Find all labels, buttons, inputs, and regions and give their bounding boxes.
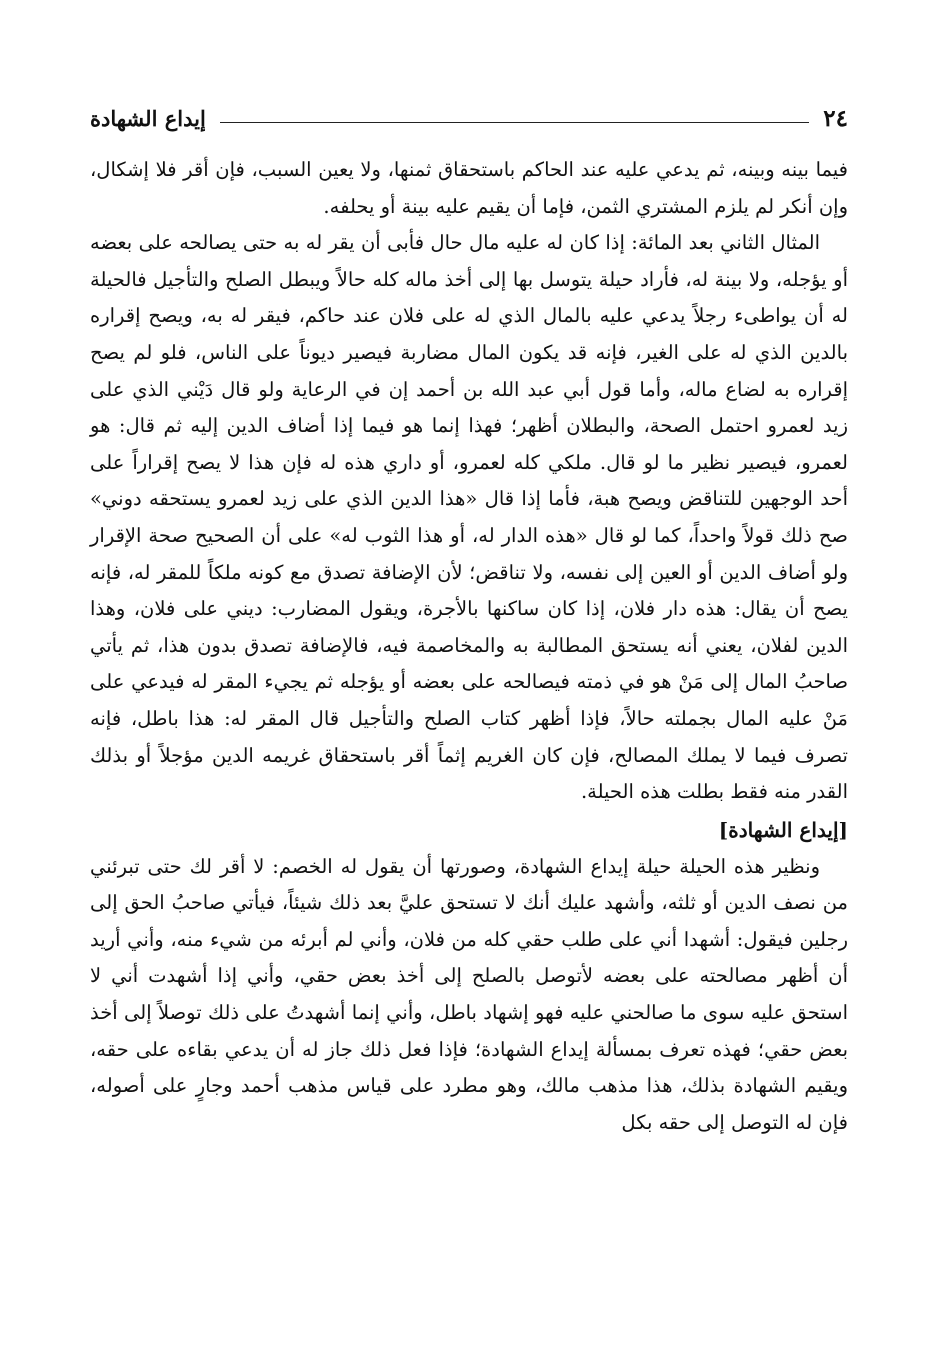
header-rule xyxy=(220,122,810,123)
paragraph-1: فيما بينه وبينه، ثم يدعي عليه عند الحاكم باستحقاق ثمنها، ولا يعين السبب، فإن أقر فلا إشكال، وإن أنكر لم يلزم المشتري الثمن، فإما أن يقيم عليه بينة أو يحلفه. xyxy=(90,158,848,218)
section-heading: [إيداع الشهادة] xyxy=(718,817,848,842)
paragraph-3: ونظير هذه الحيلة حيلة إيداع الشهادة، وصورتها أن يقول له الخصم: لا أقر لك حتى تبرئني من نصف الدين أو ثلثه، وأشهد عليك أنك لا تستحق عليَّ بعد ذلك شيئاً، فيأتي صاحبُ الحق إلى رجلين فيقول: أشهدا أني على طلب حقي كله من فلان، وأني لم أبرئه من شيء منه، وأني أريد أن أظهر مصالحته على بعضه لأتوصل بالصلح إلى أخذ بعض حقي، وأني إذا أشهدت أني لا استحق عليه سوى ما صالحني عليه فهو إشهاد باطل، وأني إنما أشهدتُ على ذلك توصلاً إلى أخذ بعض حقي؛ فهذه تعرف بمسألة إيداع الشهادة؛ فإذا فعل ذلك جاز له أن يدعي بقاءه على حقه، ويقيم الشهادة بذلك، هذا مذهب مالك، وهو مطرد على قياس مذهب أحمد وجارٍ على أصوله، فإن له التوصل إلى حقه بكل xyxy=(90,854,848,1134)
book-page xyxy=(90,98,848,1338)
running-head xyxy=(90,98,848,138)
running-title: إيداع الشهادة xyxy=(90,105,206,131)
page-number: ٢٤ xyxy=(823,104,848,132)
body-text xyxy=(90,152,848,1141)
paragraph-2: المثال الثاني بعد المائة: إذا كان له عليه مال حال فأبى أن يقر له به حتى يصالحه على بعضه أو يؤجله، ولا بينة له، فأراد حيلة يتوسل بها إلى أخذ ماله كله حالاً ويبطل الصلح والتأجيل فالحيلة له أن يواطىء رجلاً يدعي عليه بالمال الذي له على فلان عند حاكم، فيقر له به، ويصح إقراره بالدين الذي له على الغير، فإنه قد يكون المال مضاربة فيصير ديوناً على الناس، فلو لم يصح إقراره به لضاع ماله، وأما قول أبي عبد الله بن أحمد إن في الرعاية ولو قال دَيْني الذي على زيد لعمرو احتمل الصحة، والبطلان أظهر؛ فهذا إنما هو فيما إذا أضاف الدين إليه ثم قال: هو لعمرو، فيصير نظير ما لو قال. ملكي كله لعمرو، أو داري هذه له فإن هذا لا يصح إقراراً على أحد الوجهين للتناقض ويصح هبة، فأما إذا قال «هذا الدين الذي على زيد لعمرو يستحقه دوني» صح ذلك قولاً واحداً، كما لو قال «هذه الدار له، أو هذا الثوب له» على أن الصحيح صحة الإقرار ولو أضاف الدين أو العين إلى نفسه، ولا تناقض؛ لأن الإضافة تصدق مع كونه ملكاً للمقر له، فإنه يصح أن يقال: هذه دار فلان، إذا كان ساكنها بالأجرة، ويقول المضارب: ديني على فلان، وهذا الدين لفلان، يعني أنه يستحق المطالبة به والمخاصمة فيه، فالإضافة تصدق بدون هذا، ثم يأتي صاحبُ المال إلى مَنْ هو في ذمته فيصالحه على بعضه أو يؤجله ثم يجيء المقر له فيدعي على مَنْ عليه المال بجملته حالاً، فإذا أظهر كتاب الصلح والتأجيل قال المقر له: هذا باطل، فإنه تصرف فيما لا يملك المصالح، فإن كان الغريم إثماً أقر باستحقاق غريمه الدين مؤجلاً أو بذلك القدر منه فقط بطلت هذه الحيلة. xyxy=(90,231,848,804)
